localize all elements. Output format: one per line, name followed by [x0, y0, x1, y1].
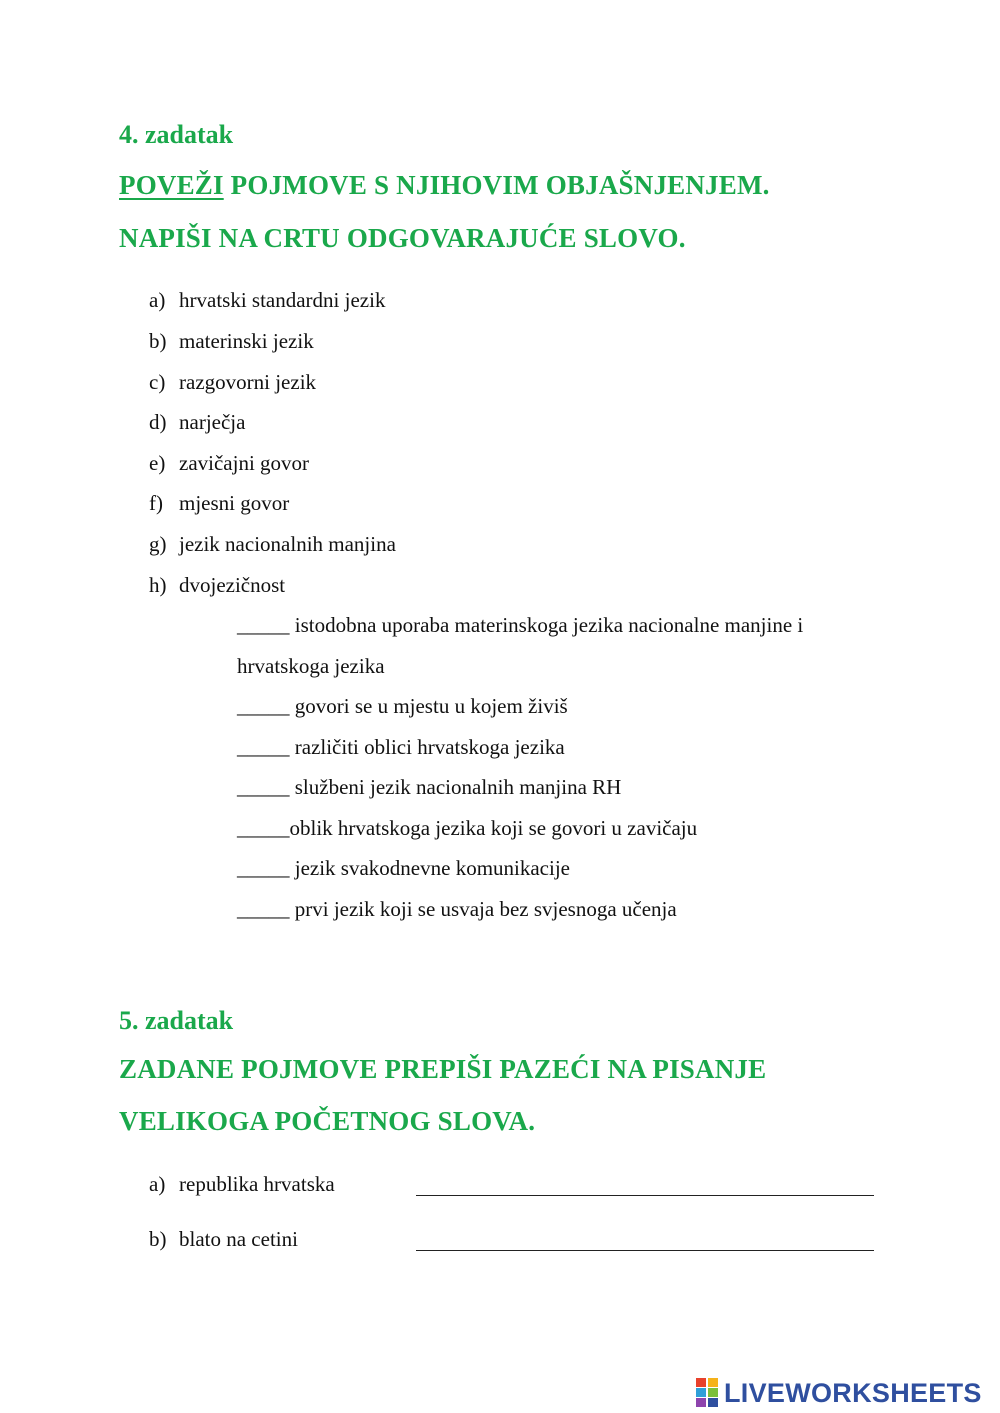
term-item — [149, 329, 314, 354]
definition-item — [237, 856, 570, 881]
term-text: dvojezičnost — [179, 573, 286, 597]
term-letter: h) — [149, 573, 167, 597]
definition-text: različiti oblici hrvatskoga jezika — [289, 735, 565, 759]
term-item — [149, 491, 289, 516]
term-item — [149, 573, 285, 598]
definition-text: istodobna uporaba materinskoga jezika nacionalne manjine i — [289, 613, 804, 637]
term-text: razgovorni jezik — [179, 370, 317, 394]
task5-instruction-line2: VELIKOGA POČETNOG SLOVA. — [119, 1106, 536, 1136]
rewrite-text: republika hrvatska — [179, 1172, 335, 1196]
rewrite-letter: b) — [149, 1227, 167, 1251]
term-item — [149, 410, 245, 435]
term-letter: c) — [149, 370, 166, 394]
answer-blank[interactable]: _____ — [237, 897, 290, 921]
term-text: narječja — [179, 410, 246, 434]
answer-line[interactable] — [416, 1250, 874, 1251]
term-letter: g) — [149, 532, 167, 556]
rewrite-text: blato na cetini — [179, 1227, 298, 1251]
term-text: hrvatski standardni jezik — [179, 288, 386, 312]
term-letter: b) — [149, 329, 167, 353]
definition-text: jezik svakodnevne komunikacije — [289, 856, 570, 880]
definition-item — [237, 816, 697, 841]
definition-item — [237, 613, 803, 638]
answer-blank[interactable]: _____ — [237, 613, 290, 637]
term-text: zavičajni govor — [179, 451, 310, 475]
term-letter: e) — [149, 451, 166, 475]
answer-blank[interactable]: _____ — [237, 816, 290, 840]
task5-number: 5. zadatak — [119, 1006, 234, 1035]
liveworksheets-logo-icon — [696, 1378, 718, 1408]
definition-text: službeni jezik nacionalnih manjina RH — [289, 775, 622, 799]
definition-text: hrvatskoga jezika — [237, 654, 385, 678]
term-letter: d) — [149, 410, 167, 434]
definition-item — [237, 735, 565, 760]
answer-blank[interactable]: _____ — [237, 856, 290, 880]
definition-item — [237, 897, 677, 922]
task4-instruction-rest: POJMOVE S NJIHOVIM OBJAŠNJENJEM. — [223, 170, 770, 200]
rewrite-item — [149, 1172, 335, 1197]
answer-blank[interactable]: _____ — [237, 694, 290, 718]
definition-item — [237, 775, 621, 800]
definition-text: oblik hrvatskoga jezika koji se govori u zavičaju — [289, 816, 698, 840]
liveworksheets-logo-text: LIVEWORKSHEETS — [724, 1377, 982, 1408]
term-item — [149, 370, 316, 395]
term-item — [149, 288, 385, 313]
definition-text: govori se u mjestu u kojem živiš — [289, 694, 568, 718]
term-letter: a) — [149, 288, 166, 312]
term-letter: f) — [149, 491, 163, 515]
definition-item — [237, 694, 568, 719]
task4-instruction-underlined: POVEŽI — [119, 170, 224, 200]
term-item — [149, 451, 309, 476]
definition-continuation — [237, 654, 385, 679]
term-text: jezik nacionalnih manjina — [179, 532, 396, 556]
task5-instruction-line1: ZADANE POJMOVE PREPIŠI PAZEĆI NA PISANJE — [119, 1054, 767, 1084]
answer-blank[interactable]: _____ — [237, 775, 290, 799]
term-text: mjesni govor — [179, 491, 290, 515]
task4-instruction-line1 — [119, 170, 770, 201]
task4-instruction-line2: NAPIŠI NA CRTU ODGOVARAJUĆE SLOVO. — [119, 223, 686, 253]
answer-blank[interactable]: _____ — [237, 735, 290, 759]
rewrite-item — [149, 1227, 298, 1252]
definition-text: prvi jezik koji se usvaja bez svjesnoga učenja — [289, 897, 677, 921]
answer-line[interactable] — [416, 1195, 874, 1196]
task4-number: 4. zadatak — [119, 120, 234, 149]
term-item — [149, 532, 396, 557]
liveworksheets-logo — [696, 1375, 982, 1411]
term-text: materinski jezik — [179, 329, 314, 353]
rewrite-letter: a) — [149, 1172, 166, 1196]
